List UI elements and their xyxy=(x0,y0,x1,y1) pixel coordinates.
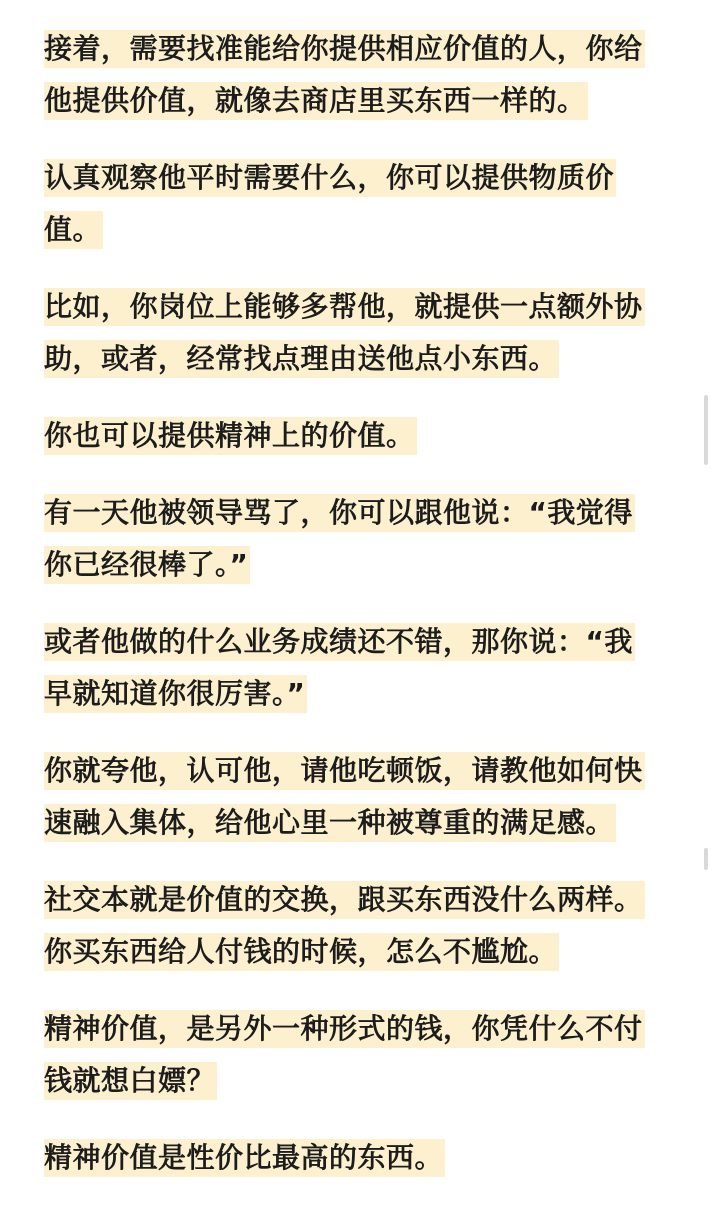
text-line: 值。 xyxy=(44,211,103,249)
paragraph-1 xyxy=(44,30,684,120)
text-line: 助，或者，经常找点理由送他点小东西。 xyxy=(44,340,559,378)
text-line: 你已经很棒了。” xyxy=(44,546,250,584)
paragraph-5 xyxy=(44,494,684,584)
text-line: 你也可以提供精神上的价值。 xyxy=(44,417,417,455)
article-body xyxy=(44,30,684,1216)
scrollbar-indicator[interactable] xyxy=(704,395,708,465)
paragraph-4 xyxy=(44,417,684,455)
text-line: 速融入集体，给他心里一种被尊重的满足感。 xyxy=(44,804,616,842)
text-line: 社交本就是价值的交换，跟买东西没什么两样。 xyxy=(44,881,645,919)
paragraph-2 xyxy=(44,159,684,249)
text-line: 精神价值是性价比最高的东西。 xyxy=(44,1139,445,1177)
paragraph-6 xyxy=(44,623,684,713)
text-line: 接着，需要找准能给你提供相应价值的人，你给 xyxy=(44,30,645,68)
text-line: 早就知道你很厉害。” xyxy=(44,675,307,713)
scrollbar-indicator[interactable] xyxy=(704,848,708,870)
paragraph-3 xyxy=(44,288,684,378)
text-line: 精神价值，是另外一种形式的钱，你凭什么不付 xyxy=(44,1010,645,1048)
text-line: 钱就想白嫖？ xyxy=(44,1062,217,1100)
text-line: 他提供价值，就像去商店里买东西一样的。 xyxy=(44,82,588,120)
text-line: 你就夸他，认可他，请他吃顿饭，请教他如何快 xyxy=(44,752,645,790)
paragraph-7 xyxy=(44,752,684,842)
paragraph-8 xyxy=(44,881,684,971)
text-line: 你买东西给人付钱的时候，怎么不尴尬。 xyxy=(44,933,559,971)
paragraph-10 xyxy=(44,1139,684,1177)
text-line: 认真观察他平时需要什么，你可以提供物质价 xyxy=(44,159,616,197)
paragraph-9 xyxy=(44,1010,684,1100)
text-line: 有一天他被领导骂了，你可以跟他说：“我觉得 xyxy=(44,494,635,532)
text-line: 比如，你岗位上能够多帮他，就提供一点额外协 xyxy=(44,288,645,326)
text-line: 或者他做的什么业务成绩还不错，那你说：“我 xyxy=(44,623,635,661)
